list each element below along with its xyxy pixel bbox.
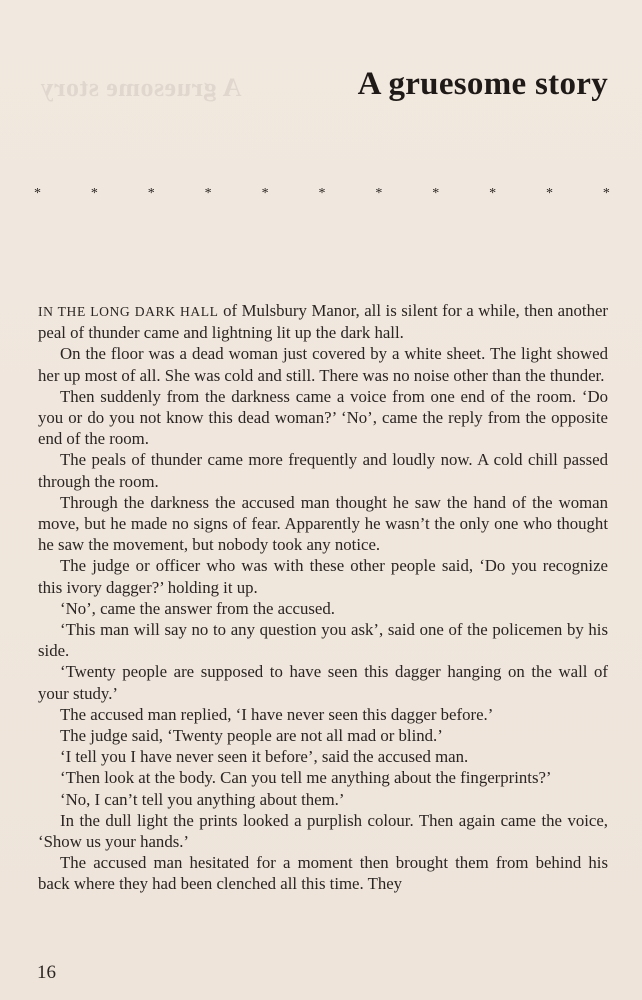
star-icon: * — [602, 186, 610, 201]
lead-in-small-caps: IN THE LONG DARK HALL — [38, 304, 219, 319]
star-icon: * — [318, 186, 326, 201]
paragraph: ‘This man will say no to any question you ask’, said one of the policemen by his side. — [38, 620, 608, 661]
paragraph-text: of Mulsbury Manor, all is silent for a while, then another peal of thunder came and lightning lit up the dark hall. — [38, 301, 608, 343]
paragraph: The accused man replied, ‘I have never seen this dagger before.’ — [60, 704, 494, 724]
star-icon: * — [261, 186, 269, 201]
star-icon: * — [375, 186, 383, 201]
star-icon: * — [34, 186, 41, 201]
paragraph — [38, 300, 608, 343]
star-icon: * — [432, 186, 440, 201]
paragraph: ‘No, I can’t tell you anything about them.’ — [60, 789, 345, 809]
paragraph: The accused man hesitated for a moment then brought them from behind his back where they had been clenched all this time. They — [38, 853, 608, 894]
paragraph: The judge or officer who was with these other people said, ‘Do you recognize this ivory dagger?’ holding it up. — [38, 556, 608, 597]
page-title: A gruesome story — [357, 66, 608, 102]
paragraph: The judge said, ‘Twenty people are not all mad or blind.’ — [60, 726, 443, 746]
story-text — [38, 300, 608, 895]
paragraph: ‘No’, came the answer from the accused. — [60, 598, 335, 618]
star-icon: * — [489, 186, 497, 201]
star-divider — [34, 186, 610, 202]
star-icon: * — [90, 186, 98, 201]
star-icon: * — [147, 186, 155, 201]
star-icon: * — [546, 186, 554, 201]
paragraph: On the floor was a dead woman just covered by a white sheet. The light showed her up most of all. She was cold and still. There was no noise other than the thunder. — [38, 344, 608, 385]
paragraph: Through the darkness the accused man thought he saw the hand of the woman move, but he made no signs of fear. Apparently he wasn’t the only one who thought he saw the movement, but nobody took any notice. — [38, 492, 608, 555]
paragraph: The peals of thunder came more frequently and loudly now. A cold chill passed through the room. — [38, 450, 608, 491]
paragraph: ‘I tell you I have never seen it before’, said the accused man. — [60, 747, 469, 767]
paragraph: ‘Twenty people are supposed to have seen this dagger hanging on the wall of your study.’ — [38, 662, 608, 703]
paragraph: In the dull light the prints looked a purplish colour. Then again came the voice, ‘Show us your hands.’ — [38, 810, 608, 852]
star-icon: * — [204, 186, 212, 201]
paragraph: Then suddenly from the darkness came a voice from one end of the room. ‘Do you or do you not know this dead woman?’ ‘No’, came the reply from the opposite end of the room. — [38, 386, 608, 449]
show-through-text: A gruesome story — [40, 73, 242, 102]
paragraph: ‘Then look at the body. Can you tell me anything about the fingerprints?’ — [60, 768, 552, 788]
page-number: 16 — [37, 962, 56, 983]
